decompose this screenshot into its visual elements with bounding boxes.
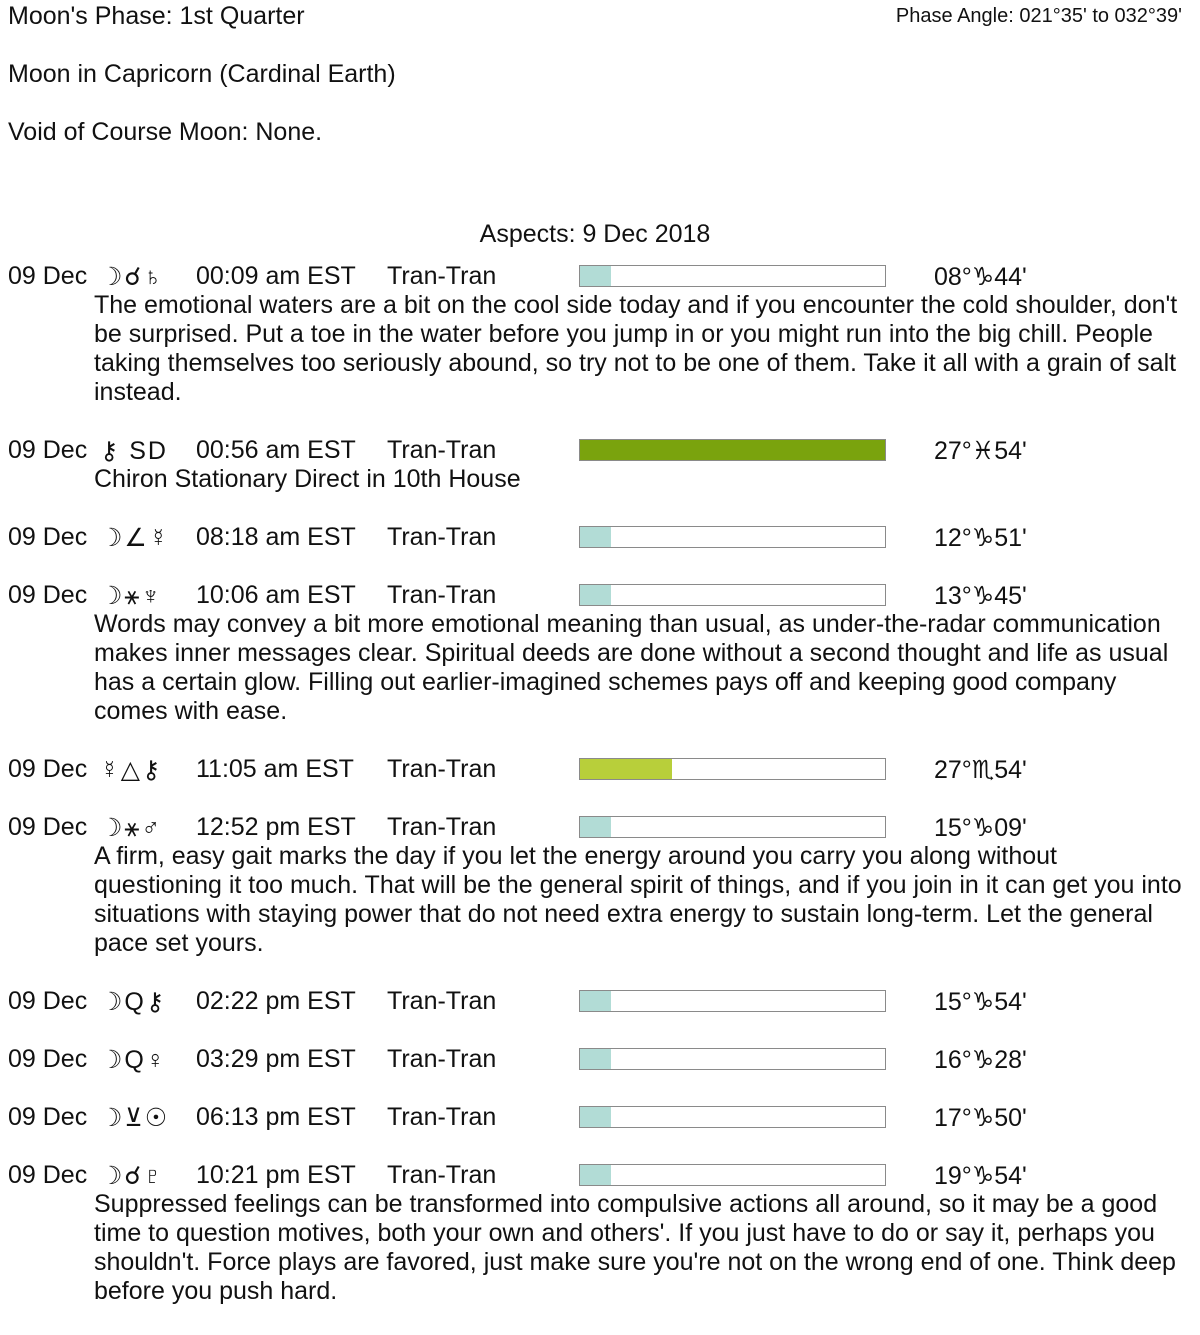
aspect-type: Tran-Tran [387, 523, 497, 551]
aspect-position: 16°♑28' [934, 1046, 1027, 1074]
aspect-time: 02:22 pm EST [196, 987, 356, 1015]
aspect-position: 27°♏54' [934, 756, 1027, 784]
aspect-glyphs: ☽☌♇ [100, 1162, 164, 1190]
aspect-glyphs: ☽⚹♂ [100, 814, 163, 842]
aspect-glyphs: ☽∠☿ [100, 524, 170, 552]
aspect-date: 09 Dec [8, 755, 88, 783]
aspect-time: 12:52 pm EST [196, 813, 356, 841]
strength-bar [579, 265, 886, 287]
aspect-type: Tran-Tran [387, 987, 497, 1015]
aspect-position: 27°♓54' [934, 437, 1027, 465]
strength-bar [579, 1048, 886, 1070]
aspect-position: 08°♑44' [934, 263, 1027, 291]
strength-bar [579, 439, 886, 461]
aspect-type: Tran-Tran [387, 813, 497, 841]
aspect-date: 09 Dec [8, 436, 88, 464]
aspect-position: 15°♑09' [934, 814, 1027, 842]
aspect-entry [0, 1045, 1200, 1103]
aspect-date: 09 Dec [8, 523, 88, 551]
strength-bar-fill [580, 527, 611, 547]
aspect-description: The emotional waters are a bit on the cool side today and if you encounter the cold shoulder, don't be surprised. Put a toe in the water before you jump in or you might run into the big chill. People taking themselves too seriously abound, so try not to be one of them. Take it all with a grain of salt instead. [94, 291, 1178, 406]
aspect-entry [0, 436, 1200, 494]
aspect-position: 19°♑54' [934, 1162, 1027, 1190]
aspect-entry [0, 1103, 1200, 1161]
aspect-row [0, 1103, 1200, 1132]
strength-bar [579, 990, 886, 1012]
aspect-entry [0, 813, 1200, 958]
aspect-type: Tran-Tran [387, 262, 497, 290]
aspect-row [0, 987, 1200, 1016]
strength-bar [579, 758, 886, 780]
aspect-glyphs: ☽⚹♆ [100, 582, 163, 610]
aspect-row [0, 813, 1200, 842]
aspect-type: Tran-Tran [387, 1161, 497, 1189]
aspect-glyphs: ☽☌♄ [100, 263, 164, 291]
aspect-glyphs: ⚷ SD [100, 437, 168, 465]
aspect-position: 17°♑50' [934, 1104, 1027, 1132]
aspect-row [0, 755, 1200, 784]
aspect-date: 09 Dec [8, 1045, 88, 1073]
aspect-entry [0, 987, 1200, 1045]
aspect-date: 09 Dec [8, 581, 88, 609]
strength-bar-fill [580, 1107, 611, 1127]
aspect-description: Chiron Stationary Direct in 10th House [94, 465, 521, 493]
aspect-entry [0, 523, 1200, 581]
aspect-date: 09 Dec [8, 262, 88, 290]
aspect-entry [0, 1161, 1200, 1306]
aspect-type: Tran-Tran [387, 1103, 497, 1131]
aspect-time: 08:18 am EST [196, 523, 356, 551]
strength-bar [579, 816, 886, 838]
strength-bar-fill [580, 266, 611, 286]
moon-sign: Moon in Capricorn (Cardinal Earth) [8, 60, 396, 88]
aspect-type: Tran-Tran [387, 581, 497, 609]
aspect-time: 10:21 pm EST [196, 1161, 356, 1189]
strength-bar-fill [580, 440, 885, 460]
aspect-row [0, 523, 1200, 552]
aspect-description: A firm, easy gait marks the day if you let the energy around you carry you along without questioning it too much. That will be the general spirit of things, and if you join in it can get you into situations with staying power that do not need extra energy to sustain long-term. Let the general pace set yours. [94, 842, 1182, 957]
aspect-list [0, 262, 1200, 1335]
aspect-row [0, 1045, 1200, 1074]
aspect-time: 10:06 am EST [196, 581, 356, 609]
aspect-row [0, 436, 1200, 465]
strength-bar-fill [580, 817, 611, 837]
aspect-position: 12°♑51' [934, 524, 1027, 552]
aspect-time: 00:09 am EST [196, 262, 356, 290]
aspect-type: Tran-Tran [387, 1045, 497, 1073]
aspect-date: 09 Dec [8, 987, 88, 1015]
aspect-glyphs: ☽⊻☉ [100, 1104, 170, 1132]
aspect-time: 11:05 am EST [196, 755, 354, 783]
aspect-description: Words may convey a bit more emotional meaning than usual, as under-the-radar communication makes inner messages clear. Spiritual deeds are done without a second thought and life as usual has a certain glow. Filling out earlier-imagined schemes pays off and keeping good company comes with ease. [94, 610, 1169, 725]
strength-bar-fill [580, 1049, 611, 1069]
aspect-glyphs: ☽Q♀ [100, 1046, 167, 1074]
aspect-row [0, 262, 1200, 291]
void-of-course: Void of Course Moon: None. [8, 118, 323, 146]
aspect-entry [0, 755, 1200, 813]
aspect-position: 15°♑54' [934, 988, 1027, 1016]
aspect-glyphs: ☿△⚷ [100, 756, 163, 784]
aspects-title: Aspects: 9 Dec 2018 [479, 220, 711, 248]
strength-bar [579, 1164, 886, 1186]
aspect-date: 09 Dec [8, 813, 88, 841]
strength-bar [579, 526, 886, 548]
aspect-time: 00:56 am EST [196, 436, 356, 464]
aspect-position: 13°♑45' [934, 582, 1027, 610]
moon-phase: Moon's Phase: 1st Quarter [8, 2, 305, 30]
aspect-entry [0, 262, 1200, 407]
strength-bar-fill [580, 991, 611, 1011]
strength-bar [579, 1106, 886, 1128]
strength-bar [579, 584, 886, 606]
aspect-date: 09 Dec [8, 1161, 88, 1189]
aspect-glyphs: ☽Q⚷ [100, 988, 167, 1016]
aspect-time: 03:29 pm EST [196, 1045, 356, 1073]
strength-bar-fill [580, 585, 611, 605]
aspect-date: 09 Dec [8, 1103, 88, 1131]
aspect-time: 06:13 pm EST [196, 1103, 356, 1131]
aspect-type: Tran-Tran [387, 755, 497, 783]
strength-bar-fill [580, 1165, 611, 1185]
aspect-description: Suppressed feelings can be transformed into compulsive actions all around, so it may be a good time to question motives, both your own and others'. If you just have to do or say it, perhaps you shouldn't. Force plays are favored, just make sure you're not on the wrong end of one. Think deep before you push hard. [94, 1190, 1176, 1305]
aspect-type: Tran-Tran [387, 436, 497, 464]
aspect-row [0, 581, 1200, 610]
strength-bar-fill [580, 759, 672, 779]
aspect-row [0, 1161, 1200, 1190]
phase-angle: Phase Angle: 021°35' to 032°39' [895, 5, 1182, 27]
aspect-entry [0, 581, 1200, 726]
